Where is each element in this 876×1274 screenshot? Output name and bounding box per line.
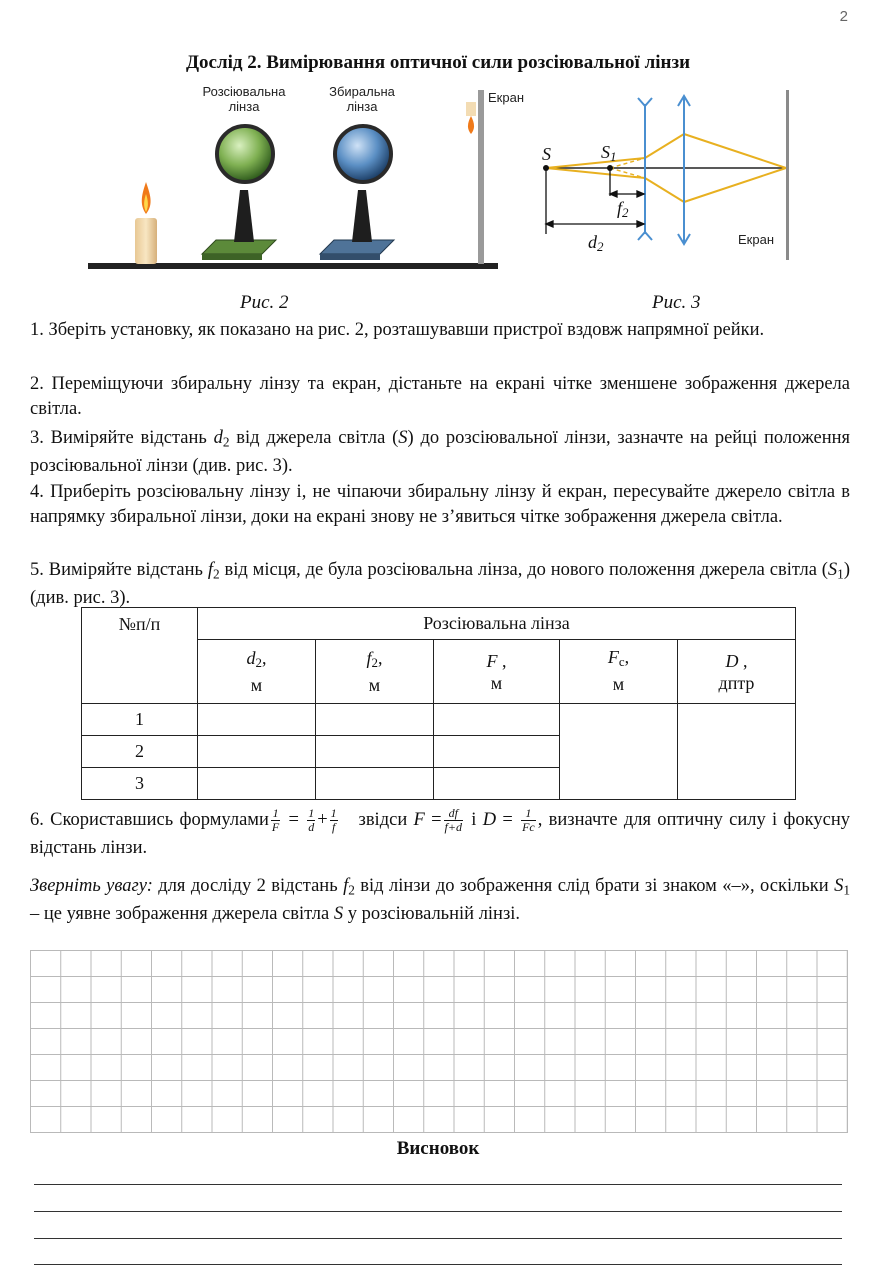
screen-line — [786, 90, 789, 260]
step-4: 4. Приберіть розсіювальну лінзу і, не чіпаючи збиральну лінзу й екран, пересувайте джерело світла в напрямку збиральної лінзи, доки на екрані знову не з’явиться чітке зображення джерела світла. — [30, 482, 850, 527]
screen-icon — [466, 90, 484, 264]
conclusion-title: Висновок — [396, 1138, 480, 1159]
fig3-caption: Рис. 3 — [652, 292, 701, 313]
diverging-lens-icon — [202, 126, 276, 260]
row-number: 2 — [82, 736, 198, 768]
label-f2: $f_2$ — [617, 198, 629, 221]
formula-frac: $\frac{1}{d}$ — [308, 806, 315, 835]
cell-input[interactable] — [198, 768, 316, 800]
page-number: 2 — [839, 8, 848, 25]
label-s1: $S_1$ — [601, 142, 617, 165]
step-3: 3. Виміряйте відстань $d_2$ від джерела світла (S) до розсіювальної лінзи, зазначте на рейці положення розсіювальної лінзи (див. рис. 3). — [30, 428, 851, 477]
step-2: 2. Переміщуючи збиральну лінзу та екран, дістаньте на екрані чітке зменшене зображення джерела світла. — [30, 374, 850, 419]
calculation-grid[interactable] — [30, 950, 848, 1133]
label-s: S — [542, 144, 551, 164]
label-d2: $d_2$ — [588, 232, 604, 255]
row-number: 3 — [82, 768, 198, 800]
writing-line[interactable] — [34, 1211, 842, 1212]
header-num: №п/п — [82, 608, 198, 704]
converging-lens-symbol — [678, 96, 690, 244]
cell-input[interactable] — [316, 704, 434, 736]
figure-2 — [84, 82, 524, 282]
cell-fc[interactable] — [560, 704, 678, 800]
formula-frac: $\frac{1}{F}$ — [271, 806, 280, 835]
header-d: D , дптр — [678, 640, 796, 704]
measurement-table — [81, 607, 796, 800]
fig2-caption: Рис. 2 — [240, 292, 289, 313]
cell-input[interactable] — [198, 736, 316, 768]
writing-line[interactable] — [34, 1238, 842, 1239]
cell-d[interactable] — [678, 704, 796, 800]
diverging-lens-symbol — [638, 98, 652, 240]
header-d2: $d_2$, м — [198, 640, 316, 704]
label-screen: Екран — [488, 90, 524, 105]
figure-3 — [538, 84, 800, 266]
cell-input[interactable] — [198, 704, 316, 736]
writing-line[interactable] — [34, 1264, 842, 1265]
row-number: 1 — [82, 704, 198, 736]
cell-input[interactable] — [434, 736, 560, 768]
formula-frac: $\frac{1}{Fc}$ — [522, 806, 535, 835]
header-fc: $F_c$, м — [560, 640, 678, 704]
cell-input[interactable] — [316, 736, 434, 768]
note: Зверніть увагу: для досліду 2 відстань $f_2$ від лінзи до зображення слід брати зі знаком «–», оскільки $S_1$ – це уявне зображення джерела світла S у розсіювальній лінзі. — [30, 876, 850, 925]
cell-input[interactable] — [434, 768, 560, 800]
formula-frac: $\frac{1}{f}$ — [330, 806, 337, 835]
page-title: Дослід 2. Вимірювання оптичної сили розсіювальної лінзи — [185, 52, 691, 73]
dimension-lines — [546, 168, 644, 234]
cell-input[interactable] — [434, 704, 560, 736]
cell-input[interactable] — [316, 768, 434, 800]
header-f: F , м — [434, 640, 560, 704]
label-screen-bottom: Екран — [738, 232, 774, 247]
label-diverging-lens: Розсіювальна лінза — [202, 84, 286, 114]
step-5: 5. Виміряйте відстань $f_2$ від місця, де була розсіювальна лінза, до нового положення джерела світла $(S_1)$ (див. рис. 3). — [30, 560, 850, 609]
formula-frac: $\frac{df}{f+d}$ — [444, 806, 462, 835]
candle-icon — [135, 182, 157, 264]
header-group: Розсіювальна лінза — [198, 608, 796, 640]
step-1: 1. Зберіть установку, як показано на рис. 2, розташувавши пристрої вздовж напрямної рейки. — [30, 320, 765, 340]
step-6: 6. Скориставшись формулами $\frac{1}{F}$ = $\frac{1}{d}$ + $\frac{1}{f}$ звідси F = $\frac{df}{f+d}$ і D = $\frac{1}{Fc}$ , визначте для оптичну силу і фокусну відстань лінзи. — [30, 806, 850, 859]
table-row — [82, 704, 796, 736]
header-f2: $f_2$, м — [316, 640, 434, 704]
label-converging-lens: Збиральна лінза — [329, 84, 395, 114]
writing-line[interactable] — [34, 1184, 842, 1185]
converging-lens-icon — [320, 126, 394, 260]
